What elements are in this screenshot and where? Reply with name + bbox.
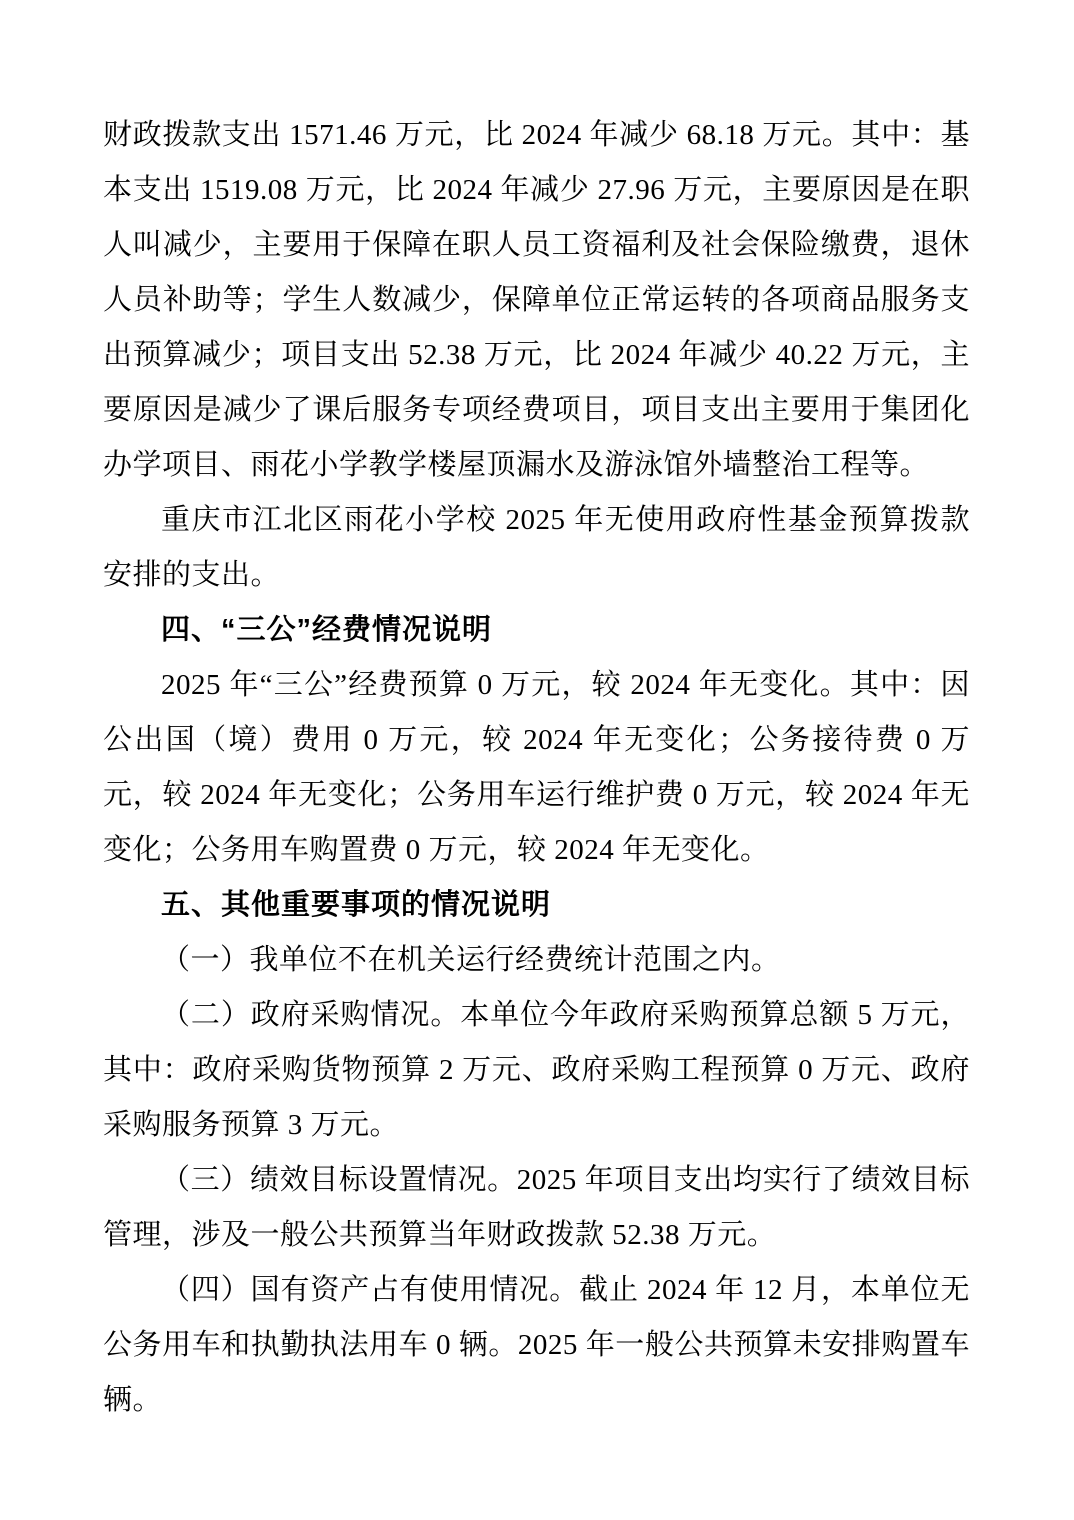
paragraph-item-three-performance-targets: （三）绩效目标设置情况。2025 年项目支出均实行了绩效目标管理，涉及一般公共预算当年财政拨款 52.38 万元。 bbox=[103, 1164, 970, 1251]
heading-section-four-three-public-funds: 四、“三公”经费情况说明 bbox=[161, 614, 493, 646]
paragraph-item-one-agency-operation-funds: （一）我单位不在机关运行经费统计范围之内。 bbox=[161, 944, 781, 976]
paragraph-fiscal-appropriation-expenditure: 财政拨款支出 1571.46 万元，比 2024 年减少 68.18 万元。其中：基本支出 1519.08 万元，比 2024 年减少 27.96 万元，主要原因是在职人叫减少，主要用于保障在职人员工资福利及社会保险缴费，退休人员补助等；学生人数减少，保障单位正常运转的各项商品服务支出预算减少；项目支出 52.38 万元，比 2024 年减少 40.22 万元，主要原因是减少了课后服务专项经费项目，项目支出主要用于集团化办学项目、雨花小学教学楼屋顶漏水及游泳馆外墙整治工程等。 bbox=[103, 119, 970, 481]
paragraph-government-fund-budget: 重庆市江北区雨花小学校 2025 年无使用政府性基金预算拨款安排的支出。 bbox=[103, 504, 970, 591]
paragraph-item-four-state-owned-assets: （四）国有资产占有使用情况。截止 2024 年 12 月，本单位无公务用车和执勤执法用车 0 辆。2025 年一般公共预算未安排购置车辆。 bbox=[103, 1274, 970, 1416]
paragraph-item-two-government-procurement: （二）政府采购情况。本单位今年政府采购预算总额 5 万元，其中：政府采购货物预算 2 万元、政府采购工程预算 0 万元、政府采购服务预算 3 万元。 bbox=[103, 999, 970, 1141]
heading-section-five-other-important-matters: 五、其他重要事项的情况说明 bbox=[161, 889, 552, 921]
paragraph-three-public-funds-detail: 2025 年“三公”经费预算 0 万元，较 2024 年无变化。其中：因公出国（境）费用 0 万元，较 2024 年无变化；公务接待费 0 万元，较 2024 年无变化；公务用车运行维护费 0 万元，较 2024 年无变化；公务用车购置费 0 万元，较 2024 年无变化。 bbox=[103, 669, 970, 866]
document-body bbox=[103, 108, 970, 1428]
